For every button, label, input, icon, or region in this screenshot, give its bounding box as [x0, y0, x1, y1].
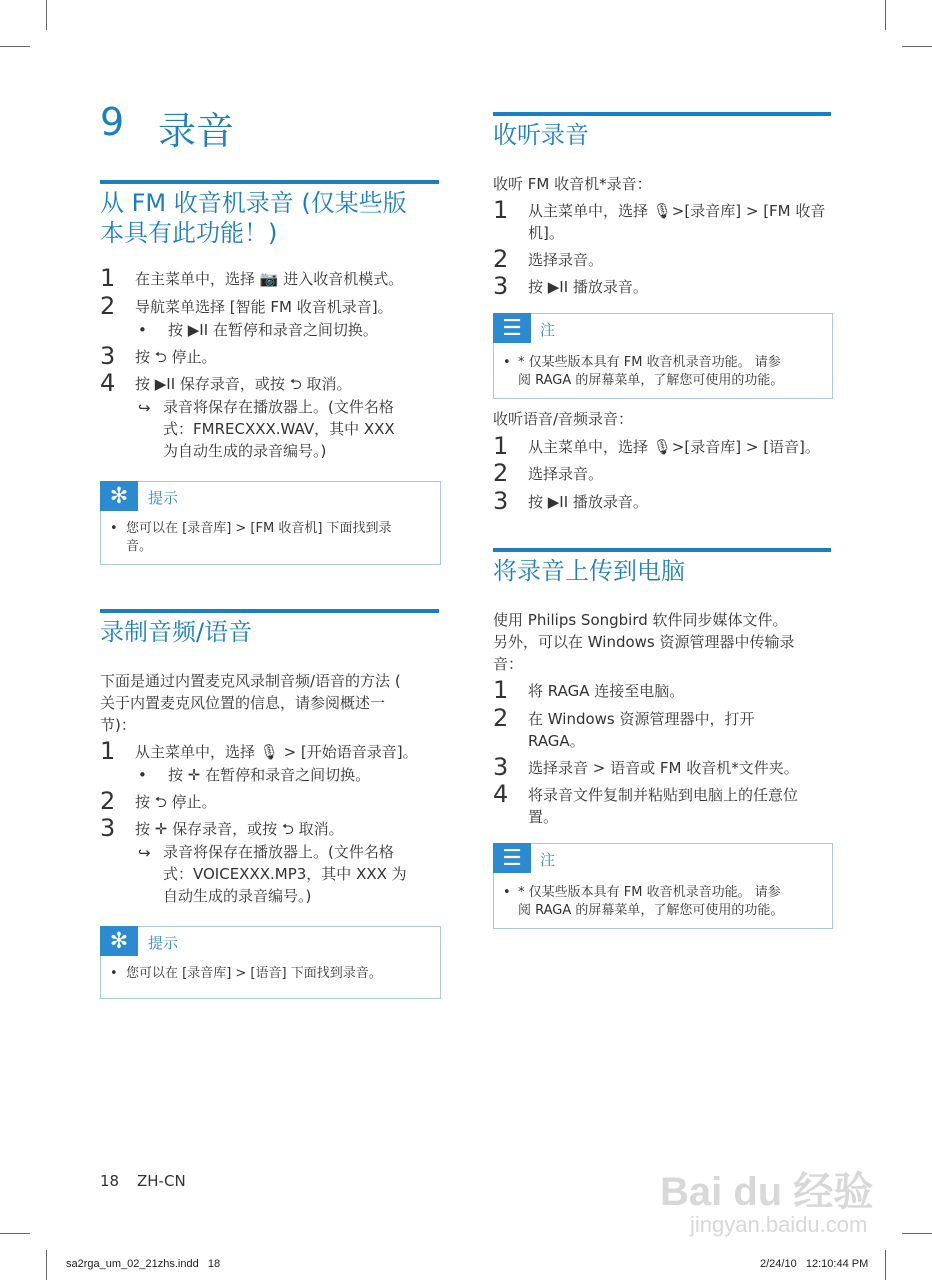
section-intro: 收听 FM 收音机*录音：	[493, 175, 652, 193]
step-text: 按 ✛ 保存录音，或按 ⮌ 取消。	[135, 820, 344, 838]
tip-bullet: •	[110, 521, 118, 536]
section-rule	[493, 548, 831, 552]
section-title-record-audio: 录制音频/语音	[100, 618, 253, 646]
section-intro: 使用 Philips Songbird 软件同步媒体文件。 另外，可以在 Windows 资源管理器中传输录 音：	[493, 611, 795, 673]
tip-icon: ✻	[100, 481, 138, 511]
section-rule	[100, 180, 439, 184]
crop-mark	[46, 0, 47, 30]
sub-step-text: 按 ✛ 在暂停和录音之间切换。	[168, 766, 371, 784]
section-intro: 收听语音/音频录音：	[493, 410, 634, 428]
step-number: 4	[493, 780, 509, 808]
step-number: 3	[100, 342, 116, 370]
step-number: 4	[100, 369, 116, 397]
step-text: 选择录音。	[528, 465, 604, 483]
language-code: ZH-CN	[137, 1172, 186, 1190]
crop-mark	[902, 46, 932, 47]
step-number: 3	[493, 272, 509, 300]
tip-text: 您可以在 [录音库] > [FM 收音机] 下面找到录 音。	[126, 521, 392, 554]
step-text: 从主菜单中，选择 🎙>[录音库] > [语音]。	[528, 438, 820, 456]
crop-mark	[885, 1250, 886, 1280]
step-text: 从主菜单中，选择 🎙>[录音库] > [FM 收音 机]。	[528, 202, 826, 242]
step-number: 2	[100, 787, 116, 815]
step-number: 3	[493, 753, 509, 781]
tip-icon: ✻	[100, 926, 138, 956]
section-rule	[100, 609, 439, 613]
watermark-url: jingyan.baidu.com	[690, 1212, 868, 1237]
step-text: 按 ▶II 播放录音。	[528, 278, 648, 296]
sub-step-text: 按 ▶II 在暂停和录音之间切换。	[168, 321, 378, 339]
note-bullet: •	[503, 885, 511, 900]
crop-mark	[0, 46, 30, 47]
page-number: 18	[100, 1172, 120, 1190]
result-text: 录音将保存在播放器上。(文件名格 式：FMRECXXX.WAV，其中 XXX 为自动生成的录音编号。)	[163, 398, 395, 460]
result-arrow-icon: ↪	[138, 844, 151, 862]
step-number: 1	[493, 676, 509, 704]
note-text: * 仅某些版本具有 FM 收音机录音功能。 请参 阅 RAGA 的屏幕菜单，了解您可使用的功能。	[518, 355, 784, 388]
step-number: 2	[493, 245, 509, 273]
step-number: 1	[100, 264, 116, 292]
step-text: 按 ⮌ 停止。	[135, 348, 217, 366]
section-title-listen: 收听录音	[493, 121, 589, 149]
crop-mark	[46, 1250, 47, 1280]
section-title-upload: 将录音上传到电脑	[493, 557, 685, 585]
footer-date: 2/24/10 12:10:44 PM	[760, 1258, 869, 1270]
step-text: 按 ▶II 播放录音。	[528, 493, 648, 511]
step-text: 导航菜单选择 [智能 FM 收音机录音]。	[135, 298, 393, 316]
crop-mark	[0, 1233, 30, 1234]
result-text: 录音将保存在播放器上。(文件名格 式：VOICEXXX.MP3，其中 XXX 为 自动生成的录音编号。)	[163, 843, 407, 905]
step-number: 2	[493, 459, 509, 487]
step-text: 按 ⮌ 停止。	[135, 793, 217, 811]
crop-mark	[902, 1233, 932, 1234]
step-text: 将 RAGA 连接至电脑。	[528, 682, 685, 700]
step-text: 选择录音。	[528, 251, 604, 269]
step-number: 3	[493, 487, 509, 515]
step-number: 2	[100, 292, 116, 320]
step-number: 3	[100, 814, 116, 842]
crop-mark	[885, 0, 886, 30]
tip-text: 您可以在 [录音库] > [语音] 下面找到录音。	[126, 966, 382, 981]
tip-bullet: •	[110, 966, 118, 981]
note-icon: ☰	[493, 843, 531, 873]
footer-file: sa2rga_um_02_21zhs.indd 18	[66, 1258, 221, 1270]
step-text: 选择录音 > 语音或 FM 收音机*文件夹。	[528, 759, 799, 777]
step-number: 2	[493, 704, 509, 732]
step-text: 将录音文件复制并粘贴到电脑上的任意位 置。	[528, 786, 799, 826]
chapter-number: 9	[100, 100, 125, 144]
section-intro: 下面是通过内置麦克风录制音频/语音的方法 ( 关于内置麦克风位置的信息，请参阅概述一 节)：	[100, 672, 401, 734]
note-label: 注	[540, 321, 556, 339]
chapter-title: 录音	[158, 109, 235, 153]
note-icon: ☰	[493, 313, 531, 343]
note-text: * 仅某些版本具有 FM 收音机录音功能。 请参 阅 RAGA 的屏幕菜单，了解您可使用的功能。	[518, 885, 784, 918]
step-text: 从主菜单中，选择 🎙 > [开始语音录音]。	[135, 743, 418, 761]
step-number: 1	[493, 196, 509, 224]
note-bullet: •	[503, 355, 511, 370]
step-text: 在主菜单中，选择 📷 进入收音机模式。	[135, 270, 404, 288]
step-number: 1	[493, 432, 509, 460]
step-text: 按 ▶II 保存录音，或按 ⮌ 取消。	[135, 375, 352, 393]
section-rule	[493, 112, 831, 116]
section-title-fm-record: 从 FM 收音机录音 (仅某些版 本具有此功能！)	[100, 189, 407, 247]
step-text: 在 Windows 资源管理器中，打开 RAGA。	[528, 710, 755, 750]
tip-label: 提示	[148, 489, 179, 507]
result-arrow-icon: ↪	[138, 399, 151, 417]
tip-label: 提示	[148, 934, 179, 952]
bullet-dot: •	[138, 766, 147, 784]
step-number: 1	[100, 737, 116, 765]
watermark-logo: Bai du 经验	[660, 1170, 874, 1214]
bullet-dot: •	[138, 321, 147, 339]
note-label: 注	[540, 851, 556, 869]
